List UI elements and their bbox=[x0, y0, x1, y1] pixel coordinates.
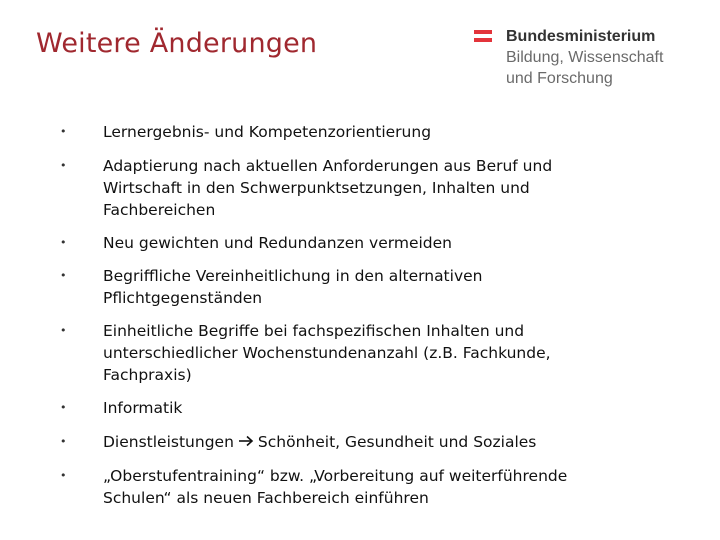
list-item-text bbox=[103, 265, 673, 309]
bullet-icon: • bbox=[60, 236, 67, 249]
list-item-line: Fachbereichen bbox=[103, 201, 216, 219]
list-item-line: Fachpraxis) bbox=[103, 366, 192, 384]
list-item-text bbox=[103, 320, 673, 386]
list-item-text-after: Schönheit, Gesundheit und Soziales bbox=[257, 433, 537, 451]
list-item-text bbox=[103, 397, 673, 419]
logo-text bbox=[506, 26, 663, 89]
list-item-text bbox=[103, 465, 673, 509]
list-item-text bbox=[103, 232, 673, 254]
list-item-text-before: Dienstleistungen bbox=[103, 433, 234, 451]
list-item-line: Schulen“ als neuen Fachbereich einführen bbox=[103, 489, 429, 507]
logo-line-2: Bildung, Wissenschaft bbox=[506, 49, 664, 66]
bullet-icon: • bbox=[60, 435, 67, 448]
list-item-line: „Oberstufentraining“ bzw. „Vorbereitung auf weiterführende bbox=[103, 467, 568, 485]
bullet-icon: • bbox=[60, 324, 67, 337]
list-item-text bbox=[103, 431, 673, 454]
list-item-line: Lernergebnis- und Kompetenzorientierung bbox=[103, 123, 432, 141]
bullet-icon: • bbox=[60, 269, 67, 282]
bullet-icon: • bbox=[60, 159, 67, 172]
austria-flag-icon bbox=[474, 30, 492, 43]
list-item-line: Wirtschaft in den Schwerpunktsetzungen, Inhalten und bbox=[103, 179, 530, 197]
list-item-line: Pflichtgegenständen bbox=[103, 289, 263, 307]
logo-line-3: und Forschung bbox=[506, 70, 613, 87]
ministry-logo bbox=[474, 26, 704, 94]
list-item-line: Neu gewichten und Redundanzen vermeiden bbox=[103, 234, 452, 252]
bullet-icon: • bbox=[60, 401, 67, 414]
list-item-line: unterschiedlicher Wochenstundenanzahl (z.B. Fachkunde, bbox=[103, 344, 551, 362]
list-item-line: Adaptierung nach aktuellen Anforderungen aus Beruf und bbox=[103, 157, 553, 175]
list-item-line: Begriffliche Vereinheitlichung in den alternativen bbox=[103, 267, 483, 285]
logo-line-1: Bundesministerium bbox=[506, 28, 656, 45]
list-item-line: Einheitliche Begriffe bei fachspezifischen Inhalten und bbox=[103, 322, 525, 340]
list-item-line: Informatik bbox=[103, 399, 183, 417]
bullet-icon: • bbox=[60, 469, 67, 482]
arrow-right-icon bbox=[238, 431, 254, 453]
list-item-text bbox=[103, 121, 673, 143]
slide-title: Weitere Änderungen bbox=[36, 28, 318, 59]
bullet-icon: • bbox=[60, 125, 67, 138]
list-item-text bbox=[103, 155, 673, 221]
